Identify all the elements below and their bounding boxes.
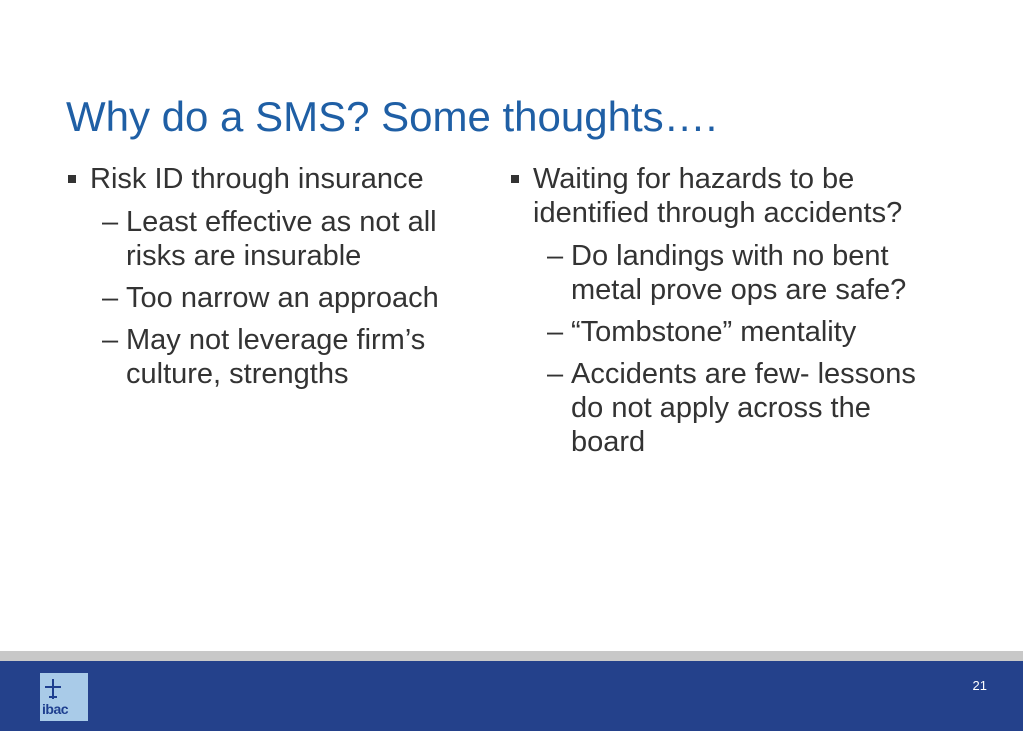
- dash-marker: –: [102, 324, 119, 356]
- page-number: 21: [972, 678, 987, 693]
- sub-bullet-item: [509, 315, 939, 349]
- footer-bar: [0, 661, 1023, 731]
- left-column: [66, 162, 486, 391]
- sub-bullet-text: “Tombstone” mentality: [571, 316, 857, 348]
- ibac-logo: [40, 673, 88, 721]
- square-bullet-icon: [511, 175, 519, 183]
- dash-marker: –: [102, 282, 119, 314]
- sub-bullet-text: Least effective as not all risks are insurable: [126, 206, 437, 272]
- logo-text: ibac: [42, 701, 69, 717]
- dash-marker: –: [547, 358, 564, 390]
- bullet-item: [66, 162, 486, 196]
- footer-divider: [0, 651, 1023, 661]
- dash-marker: –: [547, 240, 564, 272]
- bullet-item: [509, 162, 939, 230]
- sub-bullet-text: Accidents are few- lessons do not apply across the board: [571, 358, 916, 458]
- square-bullet-icon: [68, 175, 76, 183]
- dash-marker: –: [547, 316, 564, 348]
- sub-bullet-text: May not leverage firm’s culture, strengths: [126, 324, 426, 390]
- dash-marker: –: [102, 206, 119, 238]
- sub-bullet-text: Too narrow an approach: [126, 282, 439, 314]
- sub-bullet-text: Do landings with no bent metal prove ops are safe?: [571, 240, 907, 306]
- sub-bullet-item: [66, 205, 486, 273]
- sub-bullet-item: [66, 323, 486, 391]
- sub-bullet-item: [509, 239, 939, 307]
- bullet-text: Risk ID through insurance: [90, 163, 424, 195]
- slide-title: Why do a SMS? Some thoughts….: [66, 93, 718, 140]
- sub-bullet-item: [509, 357, 939, 459]
- right-column: [509, 162, 939, 459]
- bullet-text: Waiting for hazards to be identified through accidents?: [533, 163, 903, 229]
- sub-bullet-item: [66, 281, 486, 315]
